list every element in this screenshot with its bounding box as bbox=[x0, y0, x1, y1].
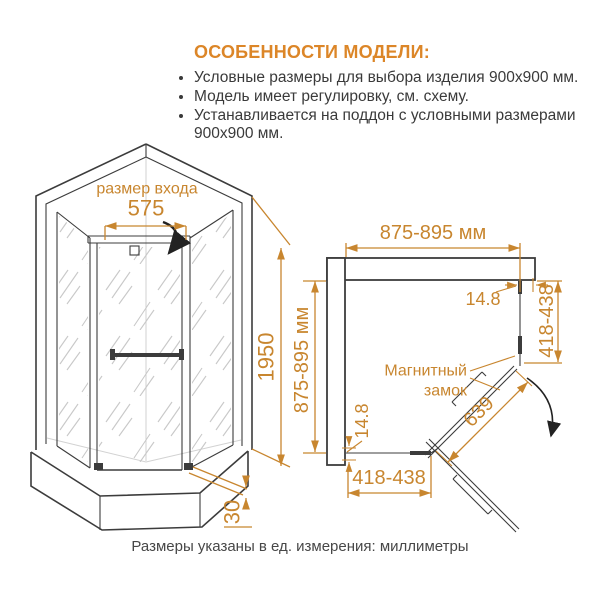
tray-dim-extensions bbox=[189, 467, 247, 495]
height-dim: 1950 bbox=[253, 332, 279, 382]
features-block bbox=[176, 42, 588, 144]
plan-door-open-handle bbox=[453, 475, 492, 514]
iso-view bbox=[31, 144, 290, 530]
features-list bbox=[176, 69, 594, 143]
towel-bar-cap-left bbox=[110, 349, 115, 360]
plan-view bbox=[291, 222, 562, 532]
towel-bar-cap-right bbox=[179, 349, 184, 360]
door-bottom-bracket-left bbox=[94, 463, 103, 470]
plan-door-open bbox=[426, 439, 519, 532]
plan-door-width-dim: 639 bbox=[459, 392, 499, 432]
left-glass-hatch bbox=[59, 216, 88, 464]
plan-left-wall bbox=[327, 258, 345, 465]
plan-door-swing-arc bbox=[527, 378, 553, 436]
plan-panel-right-dim: 418-438 bbox=[536, 284, 558, 358]
units-note: Размеры указаны в ед. измерения: миллиметры bbox=[131, 538, 469, 555]
units-note-block bbox=[0, 538, 600, 555]
plan-panel-bottom-dim: 418-438 bbox=[352, 467, 426, 489]
magnetic-lock-label-line2: замок bbox=[423, 382, 467, 400]
feature-item-1: • Условные размеры для выбора изделия 900х900 мм. bbox=[194, 69, 594, 87]
lock-leader-lines bbox=[470, 356, 515, 390]
plan-depth-left-dim: 875-895 мм bbox=[291, 306, 313, 414]
entrance-size-label: размер входа bbox=[96, 180, 198, 198]
magnetic-lock-label-line1: Магнитный bbox=[384, 362, 467, 380]
right-glass-hatch bbox=[192, 214, 231, 464]
features-title-text: ОСОБЕННОСТИ МОДЕЛИ: bbox=[194, 42, 430, 62]
plan-adjust-bottom-dim: 14.8 bbox=[352, 403, 372, 439]
plan-adjust-top-dim: 14.8 bbox=[465, 289, 501, 309]
features-title bbox=[194, 42, 588, 63]
feature-item-2: • Модель имеет регулировку, см. схему. bbox=[194, 88, 594, 106]
plan-top-wall bbox=[327, 258, 535, 280]
door-bottom-bracket-right bbox=[184, 463, 193, 470]
plan-width-top-dim: 875-895 мм bbox=[379, 222, 487, 244]
tray-corner-edges bbox=[100, 493, 200, 530]
feature-item-3: • Устанавливается на поддон с условными размерами 900х900 мм. bbox=[194, 107, 594, 143]
tray-height-dim: 30 bbox=[219, 499, 245, 525]
height-dim-extensions bbox=[252, 197, 290, 467]
entrance-width-dim: 575 bbox=[127, 195, 165, 221]
